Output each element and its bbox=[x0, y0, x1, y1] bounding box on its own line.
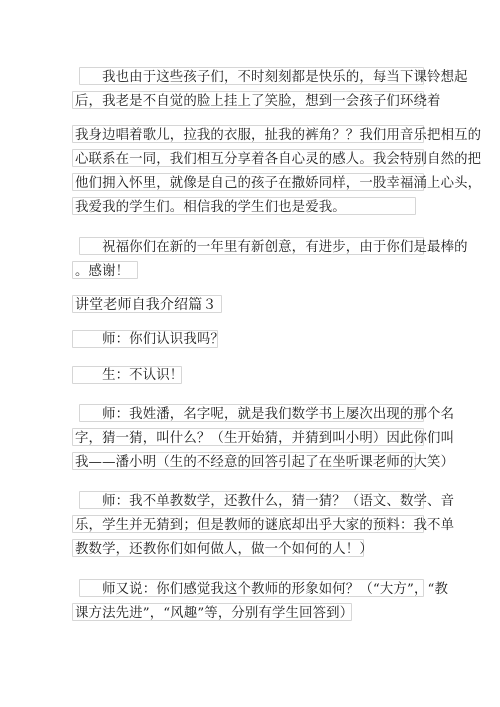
paragraph-line: 他们拥入怀里，就像是自己的孩子在撒娇同样，一股幸福涌上心头， bbox=[75, 176, 482, 191]
paragraph-line: 师：我姓潘，名字呢，就是我们数学书上屡次出现的那个名 bbox=[75, 407, 455, 422]
paragraph-line: 。感谢！ bbox=[75, 264, 130, 279]
paragraph-line: 师：你们认识我吗？ bbox=[75, 332, 224, 347]
paragraph-line: 字，猜一猜，叫什么？（生开始猜，并猜到叫小明）因此你们叫 bbox=[75, 431, 455, 446]
paragraph-line: 师：我不单教数学，还教什么，猜一猜？（语文、数学、音 bbox=[75, 494, 455, 509]
paragraph-line: 我也由于这些孩子们，不时刻刻都是快乐的，每当下课铃想起 bbox=[75, 70, 468, 85]
paragraph-line: 乐，学生并无猜到；但是教师的谜底却出乎大家的预料：我不单 bbox=[75, 518, 455, 533]
paragraph-line: 生：不认识！ bbox=[75, 368, 184, 383]
paragraph-line: 师又说：你们感觉我这个教师的形象如何？（“大方”，“教 bbox=[75, 582, 449, 597]
paragraph-line: 我——潘小明（生的不经意的回答引起了在坐听课老师的大笑） bbox=[75, 455, 455, 470]
paragraph-line: 我爱我的学生们。相信我的学生们也是爱我。 bbox=[75, 200, 346, 215]
section-heading: 讲堂老师自我介绍篇３ bbox=[75, 297, 217, 313]
paragraph-line: 我身边唱着歌儿，拉我的衣服，扯我的裤角？？我们用音乐把相互的 bbox=[75, 128, 482, 143]
paragraph-line: 后，我老是不自觉的脸上挂上了笑脸，想到一会孩子们环绕着 bbox=[75, 94, 441, 109]
paragraph-line: 心联系在一同，我们相互分享着各自心灵的感人。我会特别自然的把 bbox=[75, 152, 482, 167]
paragraph-line: 教数学，还教你们如何做人，做一个如何的人！） bbox=[75, 542, 373, 557]
paragraph-line: 课方法先进”，“风趣”等，分别有学生回答到） bbox=[75, 606, 354, 621]
paragraph-line: 祝福你们在新的一年里有新创意，有进步，由于你们是最棒的 bbox=[75, 240, 468, 255]
